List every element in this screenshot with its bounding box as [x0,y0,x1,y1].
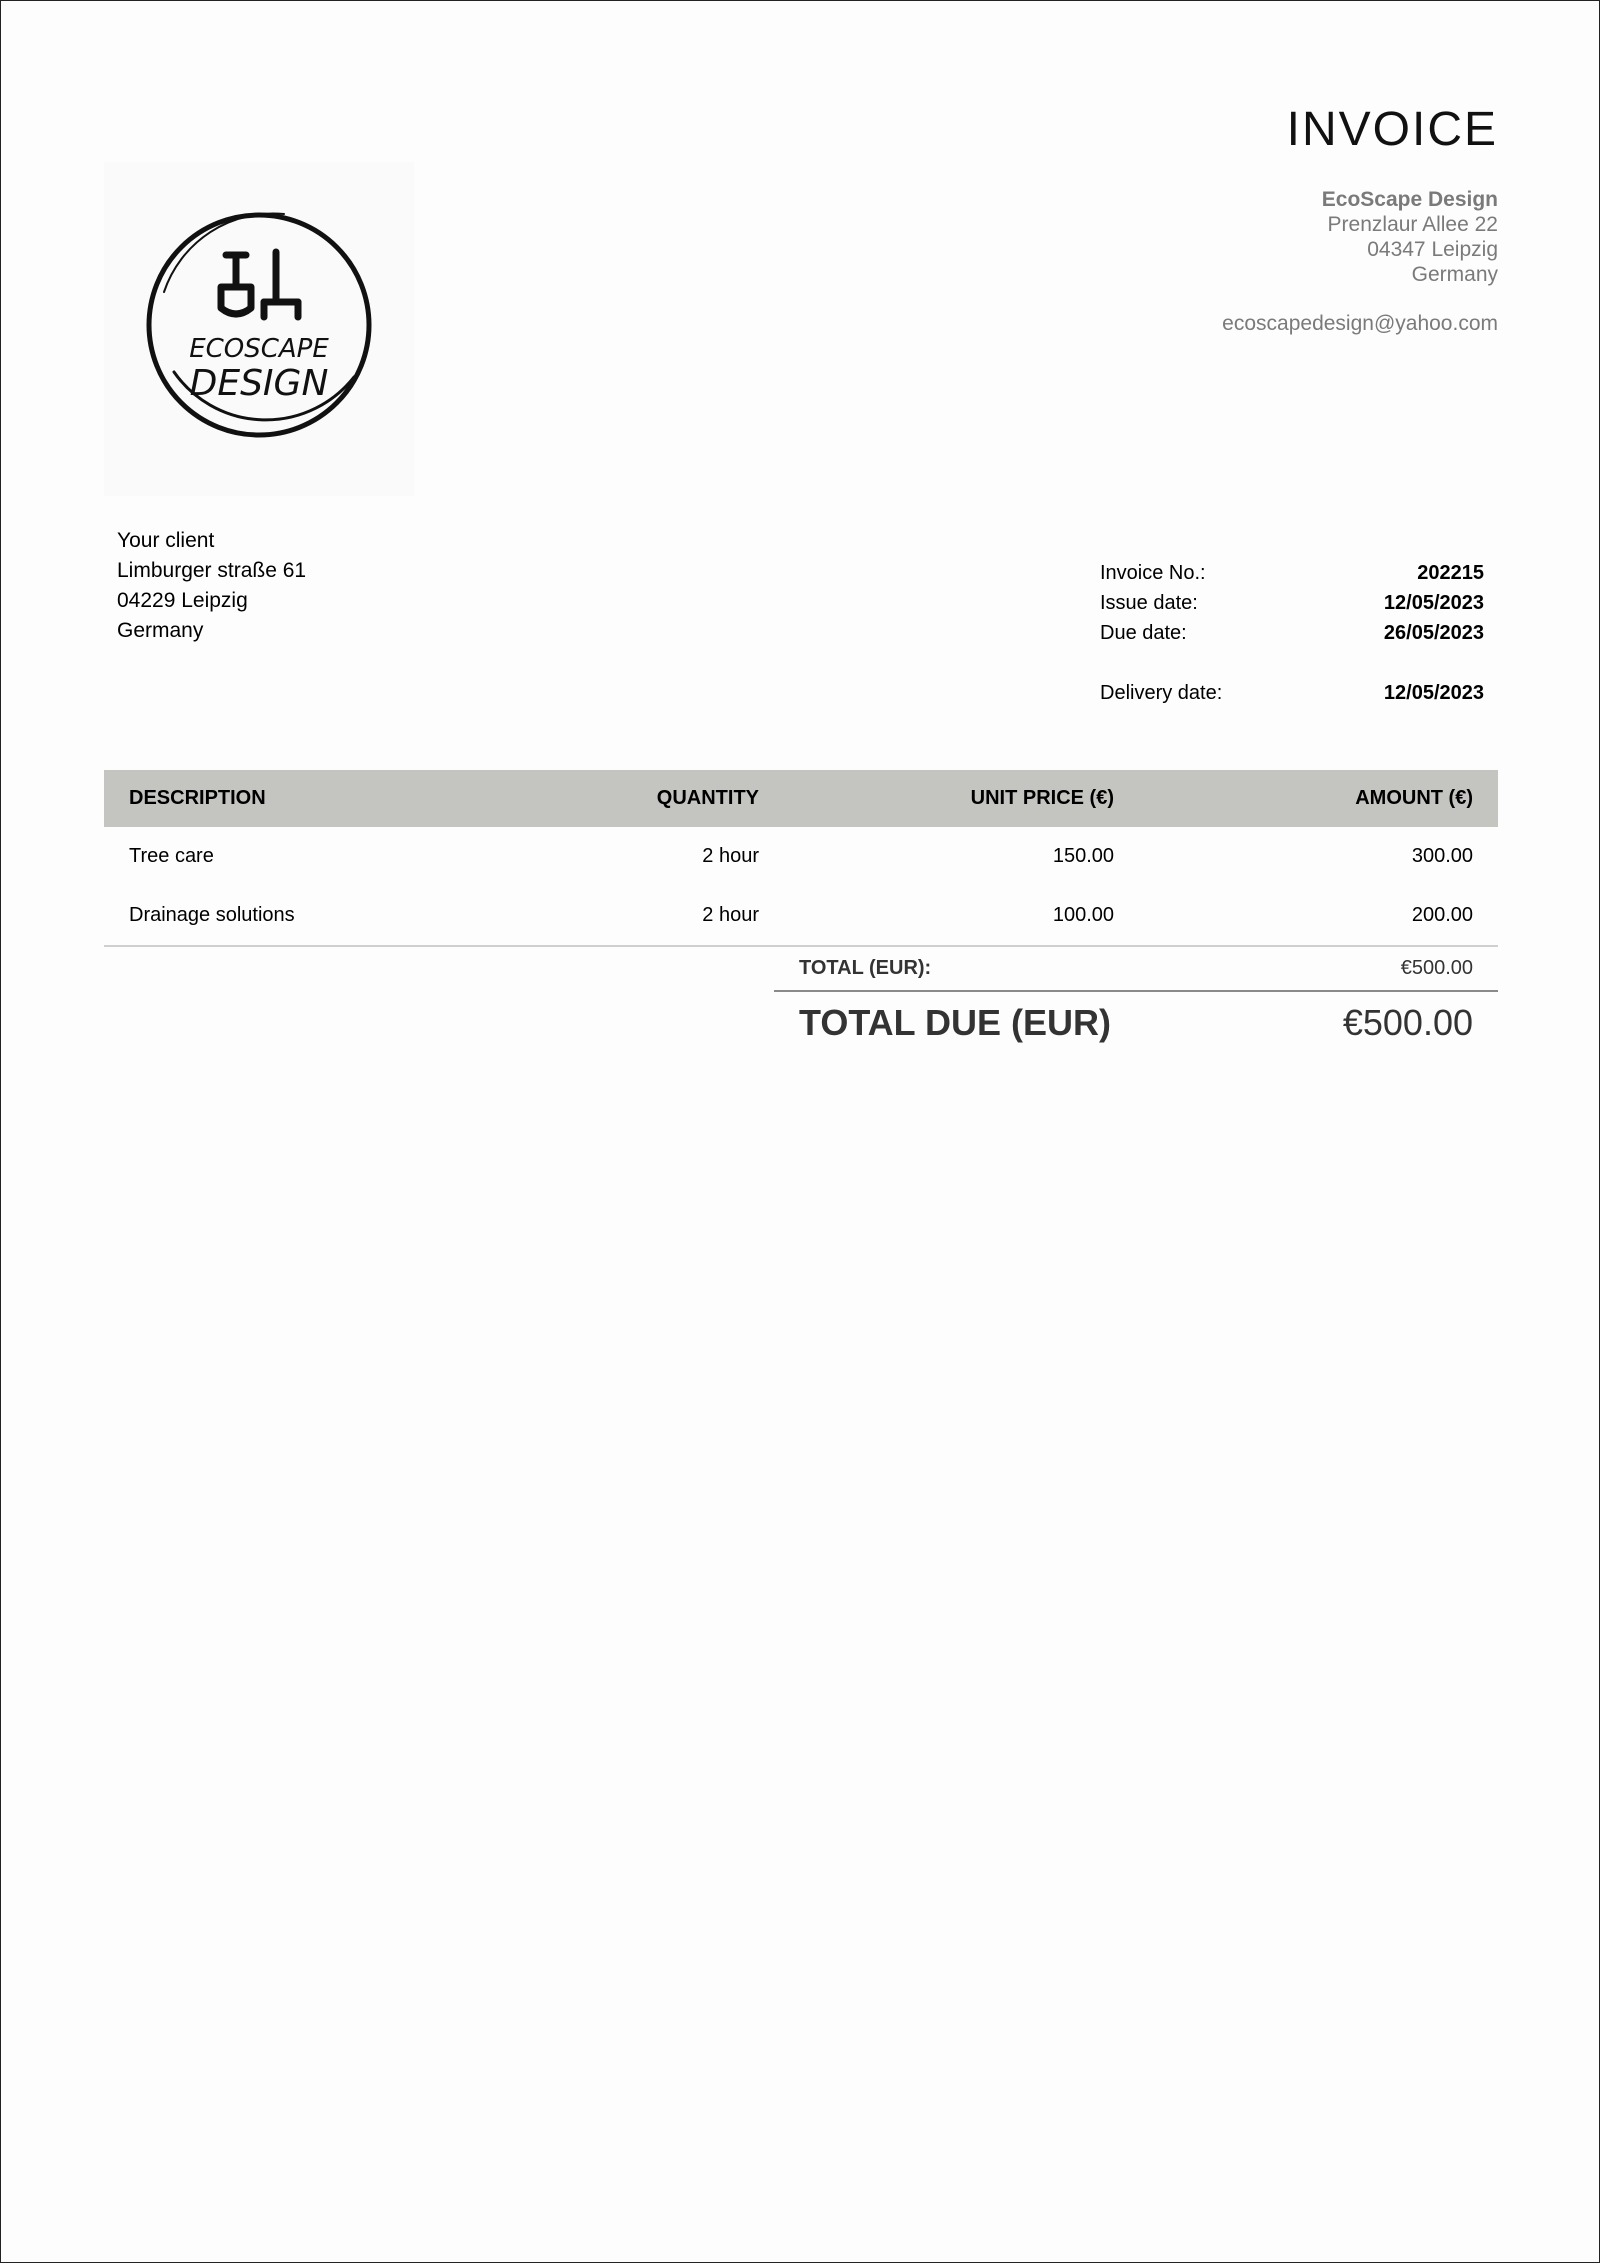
sender-company: EcoScape Design [1321,188,1498,211]
item-unit-price: 150.00 [1052,845,1114,867]
total-value: €500.00 [1400,956,1473,979]
garden-tools-icon [221,252,298,317]
delivery-date-value: 12/05/2023 [1383,682,1484,704]
issue-date-label: Issue date: [1100,592,1198,614]
sender-country: Germany [1411,263,1498,286]
meta-row-invoice-no [1100,558,1484,588]
total-due-row [774,992,1498,1054]
sender-street: Prenzlaur Allee 22 [1327,213,1498,236]
column-header-quantity: QUANTITY [584,770,784,827]
sender-block [1222,187,1498,336]
company-logo [104,162,414,496]
delivery-date-label: Delivery date: [1100,682,1223,704]
item-quantity: 2 hour [584,886,784,946]
total-label: TOTAL (EUR): [799,956,932,979]
item-description: Tree care [129,845,214,867]
client-street: Limburger straße 61 [117,559,307,582]
line-items-table [104,770,1498,947]
column-header-unit-price: UNIT PRICE (€) [784,770,1139,827]
item-amount: 200.00 [1139,886,1498,946]
due-date-value: 26/05/2023 [1383,622,1484,644]
column-header-amount: AMOUNT (€) [1139,770,1498,827]
document-title: INVOICE [1286,103,1498,156]
sender-email: ecoscapedesign@yahoo.com [1222,312,1498,335]
invoice-meta [1100,558,1484,708]
client-name: Your client [117,529,215,552]
client-city: 04229 Leipzig [117,589,248,612]
item-amount: 300.00 [1411,845,1473,867]
invoice-no-label: Invoice No.: [1100,562,1206,584]
logo-text-line1: ECOSCAPE [189,334,329,364]
total-due-label: TOTAL DUE (EUR) [799,1002,1111,1043]
client-block [117,526,306,646]
due-date-label: Due date: [1100,622,1187,644]
issue-date-value: 12/05/2023 [1383,592,1484,614]
meta-row-due-date [1100,618,1484,648]
invoice-no-value: 202215 [1417,562,1484,584]
meta-row-issue-date [1100,588,1484,618]
item-unit-price: 100.00 [784,886,1139,946]
column-header-description: DESCRIPTION [104,770,584,827]
meta-row-delivery-date [1100,678,1484,708]
table-row [104,827,1498,886]
logo-text-line2: DESIGN [189,363,329,404]
item-description: Drainage solutions [104,886,584,946]
item-quantity: 2 hour [702,845,759,867]
table-row [104,886,1498,946]
total-row [774,946,1498,992]
total-due-value: €500.00 [1342,1002,1473,1043]
totals-block [774,946,1498,1054]
sender-city: 04347 Leipzig [1367,238,1498,261]
client-country: Germany [117,619,204,642]
table-header-row [104,770,1498,827]
